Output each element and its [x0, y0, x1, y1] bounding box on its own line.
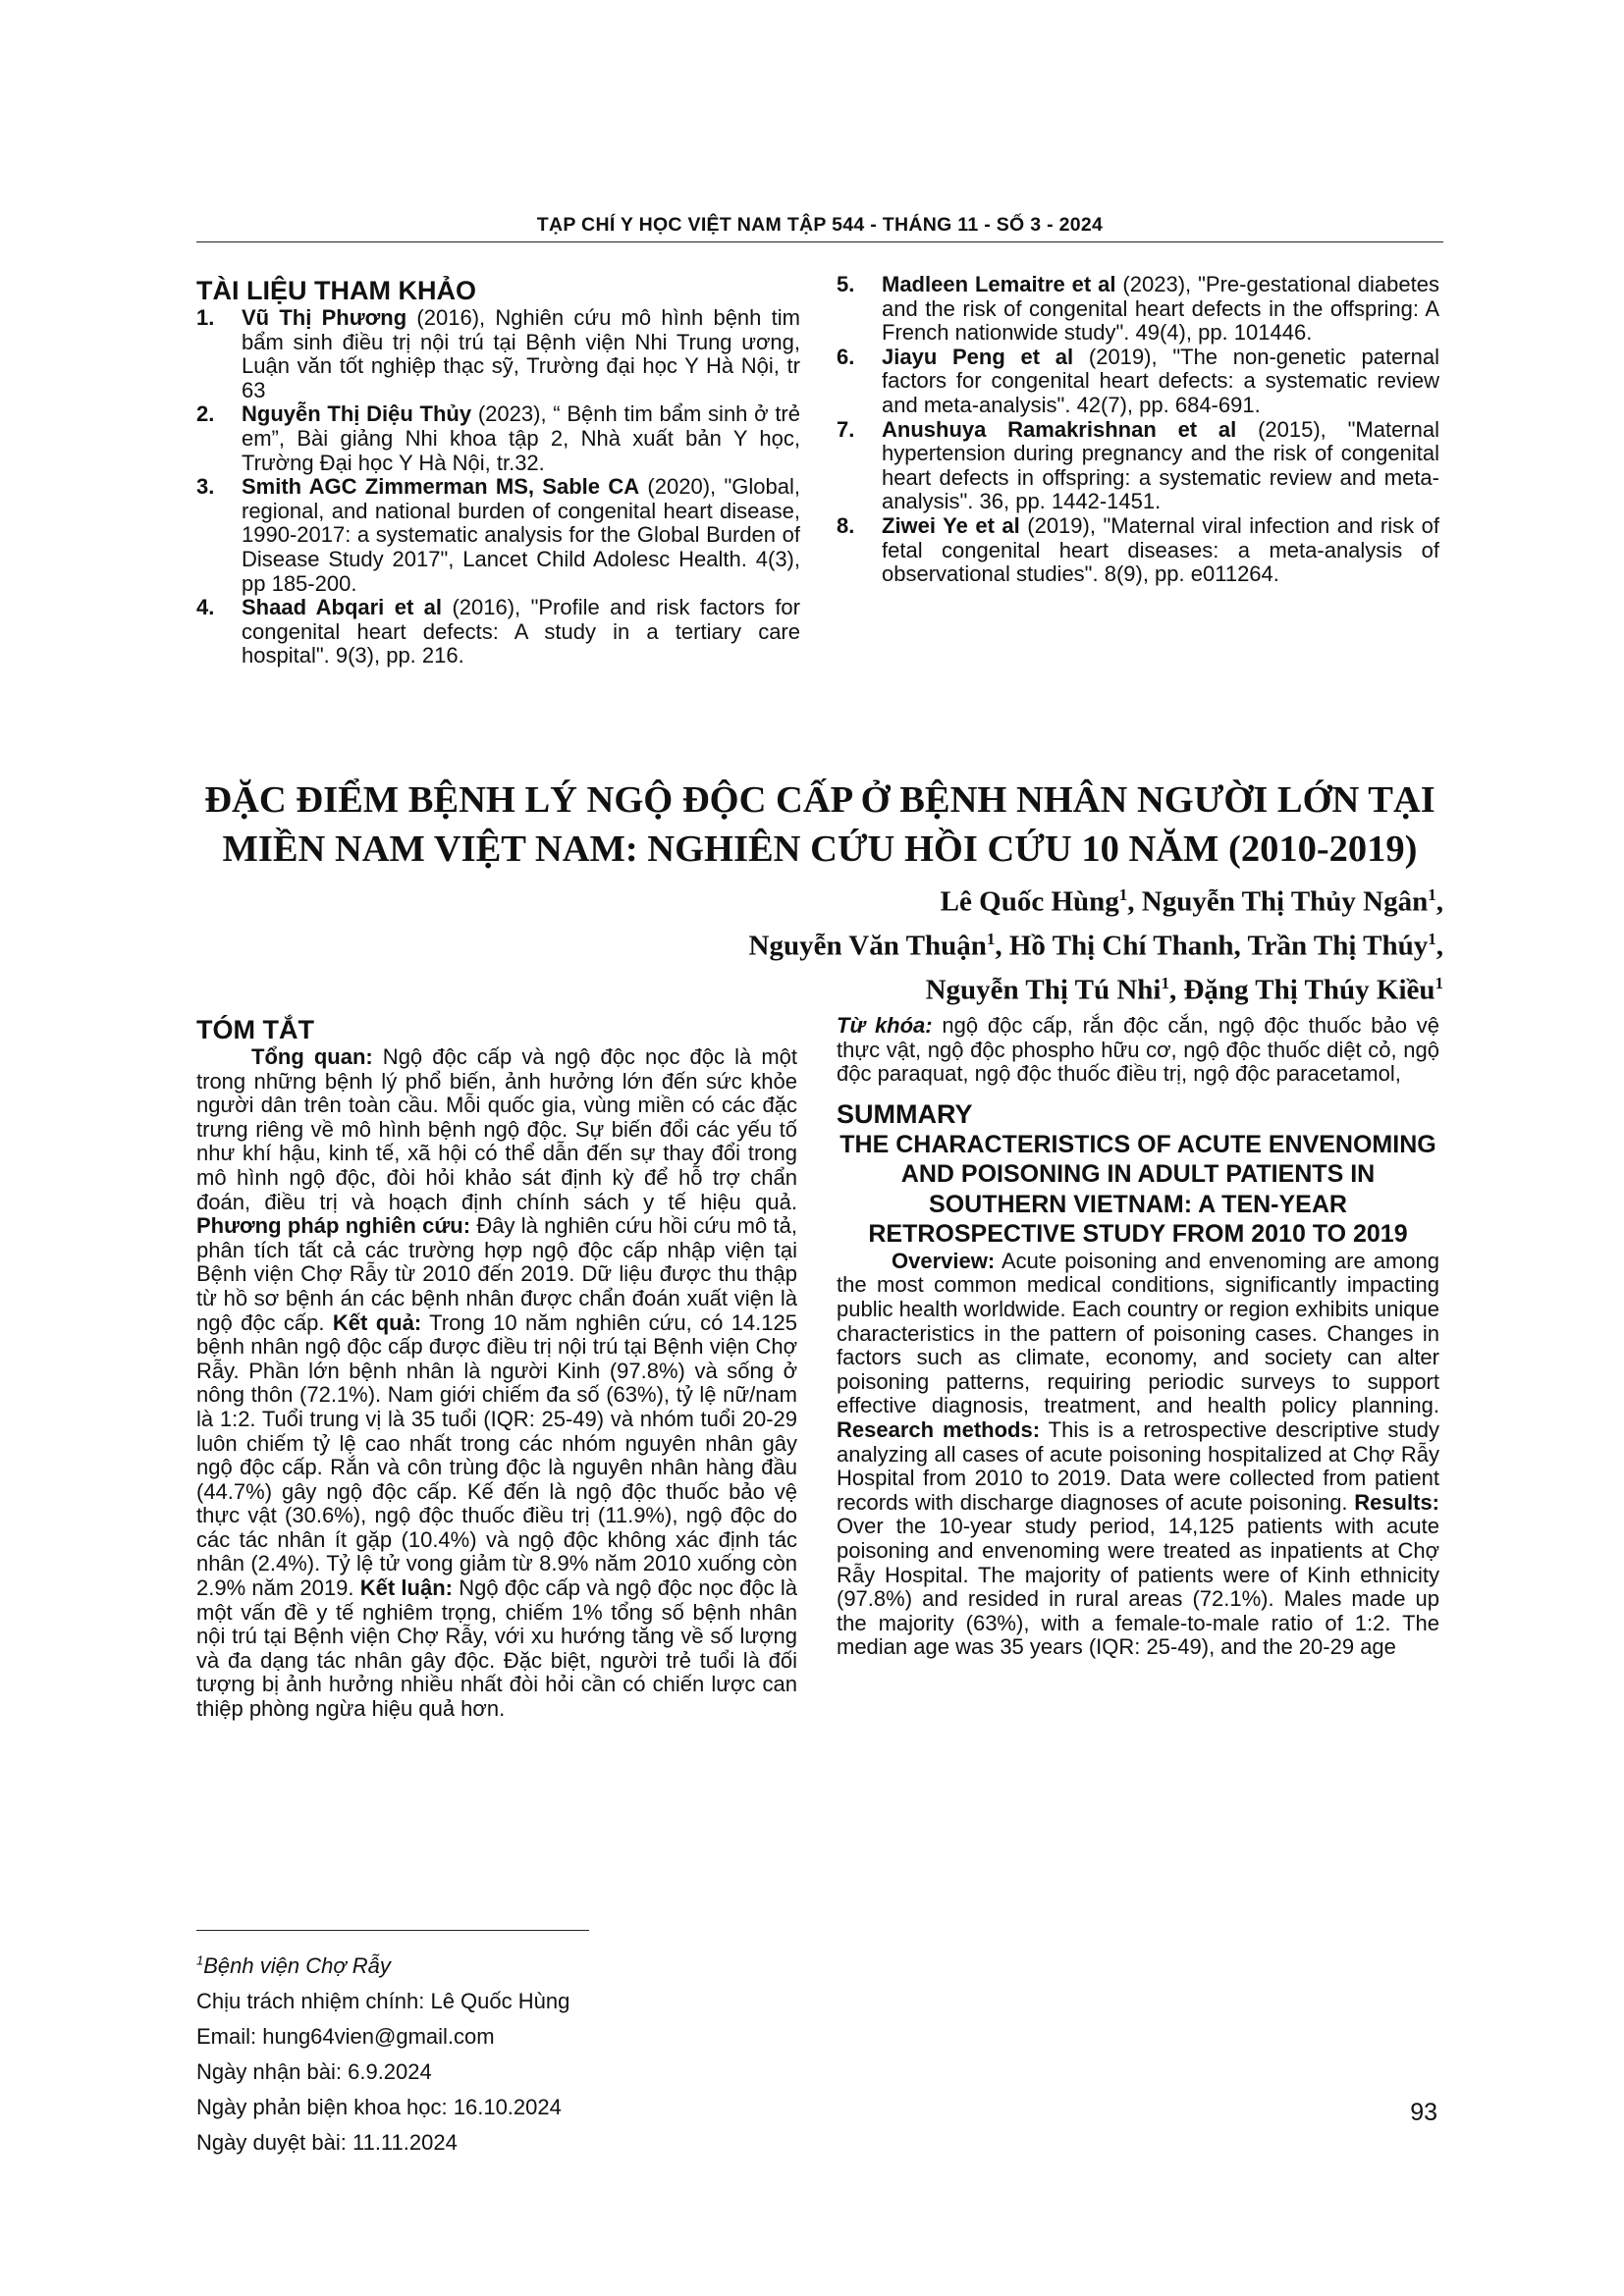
footnote-rule [196, 1930, 589, 1931]
abstract-right-column [837, 1014, 1439, 1660]
reference-authors: Madleen Lemaitre et al [882, 272, 1116, 296]
author-name: Hồ Thị Chí Thanh [1008, 930, 1234, 962]
affiliation-mark: 1 [1435, 974, 1443, 993]
methods-label: Phương pháp nghiên cứu: [196, 1213, 471, 1239]
keywords-text: ngộ độc cấp, rắn độc cắn, ngộ độc thuốc bảo vệ thực vật, ngộ độc phospho hữu cơ, ngộ độc thuốc diệt cỏ, ngộ độc paraquat, ngộ độc thuốc điều trị, ngộ độc paracetamol, [837, 1013, 1439, 1087]
overview-text: Ngộ độc cấp và ngộ độc nọc độc là một trong những bệnh lý phổ biến, ảnh hưởng lớn đến sức khỏe người dân trên toàn cầu. Mỗi quốc gia, vùng miền có các đặc trưng riêng về mô hình bệnh ngộ độc. Sự biến đổi các yếu tố như khí hậu, kinh tế, xã hội có thể dẫn đến sự thay đổi trong mô hình ngộ độc, đòi hỏi khảo sát định kỳ để hỗ trợ chẩn đoán, điều trị và hoạch định chính sách y tế hiệu quả. [196, 1044, 797, 1214]
reference-text: (2023), "Pre-gestational diabetes and the risk of congenital heart defects in the offspring: A French nationwide study". 49(4), pp. 101446. [882, 272, 1439, 346]
reference-number: 8. [837, 512, 855, 538]
results-label: Results: [1354, 1489, 1439, 1515]
reference-item [196, 475, 800, 596]
affiliation-mark: 1 [1118, 885, 1128, 904]
footnote-corresponding: Chịu trách nhiệm chính: Lê Quốc Hùng [196, 1989, 570, 2014]
reference-authors: Ziwei Ye et al [882, 512, 1020, 538]
references-heading: TÀI LIỆU THAM KHẢO [196, 276, 476, 305]
reference-authors: Smith AGC Zimmerman MS, Sable CA [242, 474, 640, 500]
article-title [196, 775, 1443, 874]
footnote-received: Ngày nhận bài: 6.9.2024 [196, 2059, 432, 2085]
author-line: Nguyễn Văn Thuận$^1$, Hồ Thị Chí Thanh, Trần Thị Thúy$^1$, [748, 930, 1443, 962]
reference-number: 4. [196, 595, 215, 620]
reference-item [196, 596, 800, 668]
results-text: Trong 10 năm nghiên cứu, có 14.125 bệnh nhân ngộ độc cấp được điều trị nội trú tại Bệnh viện Chợ Rẫy. Phần lớn bệnh nhân là người Kinh (97.8%) và sống ở nông thôn (72.1%). Nam giới chiếm đa số (63%), tỷ lệ nữ/nam là 1:2. Tuổi trung vị là 35 tuổi (IQR: 25-49) và nhóm tuổi 20-29 luôn chiếm tỷ lệ cao nhất trong các nhóm nguyên nhân gây ngộ độc cấp. Rắn và côn trùng độc là nguyên nhân hàng đầu (44.7%) gây ngộ độc cấp. Kế đến là ngộ độc thuốc bảo vệ thực vật (30.6%), ngộ độc thuốc điều trị (11.9%), ngộ độc do các tác nhân ít gặp (10.4%) và ngộ độc không xác định tác nhân (2.4%). Tỷ lệ tử vong giảm từ 8.9% năm 2010 xuống còn 2.9% năm 2019. [196, 1309, 797, 1601]
abstract-vi-column [196, 1014, 797, 1722]
overview-text: Acute poisoning and envenoming are among the most common medical conditions, significantly impacting public health worldwide. Each country or region exhibits unique characteristics in the pattern of poisoning cases. Changes in factors such as climate, economy, and society can alter poisoning patterns, requiring periodic surveys to support effective diagnosis, treatment, and health policy planning. [837, 1248, 1439, 1418]
methods-label: Research methods: [837, 1416, 1041, 1442]
reference-authors: Anushuya Ramakrishnan et al [882, 416, 1237, 442]
author-line: Lê Quốc Hùng$^1$, Nguyễn Thị Thủy Ngân$^1$, [940, 885, 1443, 918]
article-title-line-2: MIỀN NAM VIỆT NAM: NGHIÊN CỨU HỒI CỨU 10 NĂM (2010-2019) [222, 828, 1418, 870]
reference-number: 7. [837, 416, 855, 442]
author-list [749, 877, 1444, 1009]
overview-label: Tổng quan: [251, 1044, 373, 1069]
footnote [196, 1944, 569, 2161]
reference-text: (2016), Nghiên cứu mô hình bệnh tim bẩm sinh điều trị nội trú tại Bệnh viện Nhi Trung ương, Luận văn tốt nghiệp thạc sỹ, Trường đại học Y Hà Nội, tr 63 [242, 305, 800, 402]
author-name: Đặng Thị Thúy Kiều [1183, 974, 1435, 1006]
reference-number: 2. [196, 401, 215, 427]
affiliation-mark: 1 [1161, 974, 1169, 993]
reference-text: (2020), "Global, regional, and national burden of congenital heart disease, 1990-2017: a systematic analysis for the Global Burden of Disease Study 2017", Lancet Child Adolesc Health. 4(3), pp 185-200. [242, 474, 800, 596]
results-text: Over the 10-year study period, 14,125 patients with acute poisoning and envenoming were treated as inpatients at Chợ Rẫy Hospital. The majority of patients were of Kinh ethnicity (97.8%) and resided in rural areas (72.1%). Males made up the majority (63%), with a female-to-male ratio of 1:2. The median age was 35 years (IQR: 25-49), and the 20-29 age [837, 1514, 1439, 1660]
reference-item [837, 514, 1439, 587]
reference-authors: Shaad Abqari et al [242, 595, 443, 620]
author-name: Nguyễn Thị Tú Nhi [925, 974, 1162, 1006]
reference-item [196, 402, 800, 475]
page-number: 93 [1410, 2099, 1437, 2126]
footnote-affiliation: $^1$Bệnh viện Chợ Rẫy [196, 1953, 391, 1979]
references-right-column [837, 273, 1439, 587]
keywords-label: Từ khóa: [837, 1013, 933, 1038]
affiliation-mark: 1 [196, 1953, 204, 1968]
author-name: Nguyễn Văn Thuận [748, 930, 987, 962]
article-title-line-1: ĐẶC ĐIỂM BỆNH LÝ NGỘ ĐỘC CẤP Ở BỆNH NHÂN NGƯỜI LỚN TẠI [204, 779, 1435, 821]
reference-authors: Jiayu Peng et al [882, 344, 1074, 369]
reference-item [837, 418, 1439, 514]
references-left-column [196, 275, 800, 668]
author-name: Lê Quốc Hùng [940, 885, 1119, 918]
author-name: Trần Thị Thúy [1247, 930, 1429, 962]
reference-text: (2016), "Profile and risk factors for congenital heart defects: A study in a tertiary care hospital". 9(3), pp. 216. [242, 595, 800, 668]
reference-text: (2019), "Maternal viral infection and risk of fetal congenital heart diseases: a meta-analysis of observational studies". 8(9), pp. e011264. [882, 512, 1439, 587]
summary-heading: SUMMARY [837, 1098, 973, 1129]
methods-text: This is a retrospective descriptive study analyzing all cases of acute poisoning hospitalized at Chợ Rẫy Hospital from 2010 to 2019. Data were collected from patient records with discharge diagnoses of acute poisoning. [837, 1416, 1439, 1515]
reference-authors: Vũ Thị Phương [242, 305, 407, 330]
reference-text: (2023), “ Bệnh tim bẩm sinh ở trẻ em”, Bài giảng Nhi khoa tập 2, Nhà xuất bản Y học, Trường Đại học Y Hà Nội, tr.32. [242, 401, 800, 475]
reference-item [837, 273, 1439, 346]
reference-authors: Nguyễn Thị Diệu Thủy [242, 401, 472, 427]
footnote-email: Email: hung64vien@gmail.com [196, 2024, 495, 2050]
methods-text: Đây là nghiên cứu hồi cứu mô tả, phân tích tất cả các trường hợp ngộ độc cấp nhập viện tại Bệnh viện Chợ Rẫy từ 2010 đến 2019. Dữ liệu được thu thập từ hồ sơ bệnh án các bệnh nhân được chẩn đoán xuất viện là ngộ độc cấp. [196, 1213, 798, 1335]
reference-number: 1. [196, 305, 215, 330]
abstract-vi-continuation [837, 1014, 1439, 1087]
summary-title: THE CHARACTERISTICS OF ACUTE ENVENOMING AND POISONING IN ADULT PATIENTS IN SOUTHERN VIETNAM: A TEN-YEAR RETROSPECTIVE STUDY FROM 2010 TO 2019 [839, 1130, 1436, 1249]
footnote-reviewed: Ngày phản biện khoa học: 16.10.2024 [196, 2095, 562, 2120]
affiliation-mark: 1 [986, 930, 996, 949]
conclusion-label: Kết luận: [359, 1575, 453, 1601]
reference-item [196, 306, 800, 402]
reference-text: (2019), "The non-genetic paternal factors for congenital heart defects: a systematic review and meta-analysis". 42(7), pp. 684-691. [882, 344, 1439, 417]
author-name: Nguyễn Thị Thủy Ngân [1141, 885, 1429, 918]
conclusion-text: Ngộ độc cấp và ngộ độc nọc độc là một vấn đề y tế nghiêm trọng, chiếm 1% tổng số bệnh nhân nội trú tại Bệnh viện Chợ Rẫy, với xu hướng tăng về số lượng và đa dạng tác nhân gây độc. Đặc biệt, người trẻ tuổi là đối tượng bị ảnh hưởng nhiều nhất đòi hỏi cần có chiến lược can thiệp phòng ngừa hiệu quả hơn. [196, 1575, 797, 1722]
footnote-accepted: Ngày duyệt bài: 11.11.2024 [196, 2130, 458, 2156]
abstract-vi-heading: TÓM TẮT [196, 1015, 314, 1044]
reference-number: 3. [196, 474, 215, 500]
reference-item [837, 346, 1439, 418]
reference-text: (2015), "Maternal hypertension during pregnancy and the risk of congenital heart defects in offspring: a systematic review and meta-analysis". 36, pp. 1442-1451. [882, 416, 1439, 514]
summary-paragraph [837, 1250, 1439, 1660]
affiliation-mark: 1 [1428, 885, 1436, 904]
reference-number: 5. [837, 272, 855, 296]
abstract-vi-paragraph [196, 1045, 797, 1722]
reference-number: 6. [837, 344, 855, 369]
overview-label: Overview: [892, 1248, 996, 1273]
affiliation-mark: 1 [1428, 930, 1436, 949]
results-label: Kết quả: [332, 1309, 422, 1335]
header-rule [196, 241, 1443, 242]
author-line: Nguyễn Thị Tú Nhi$^1$, Đặng Thị Thúy Kiều$^1$ [925, 974, 1443, 1006]
running-header: TẠP CHÍ Y HỌC VIỆT NAM TẬP 544 - THÁNG 11 - SỐ 3 - 2024 [536, 214, 1104, 236]
